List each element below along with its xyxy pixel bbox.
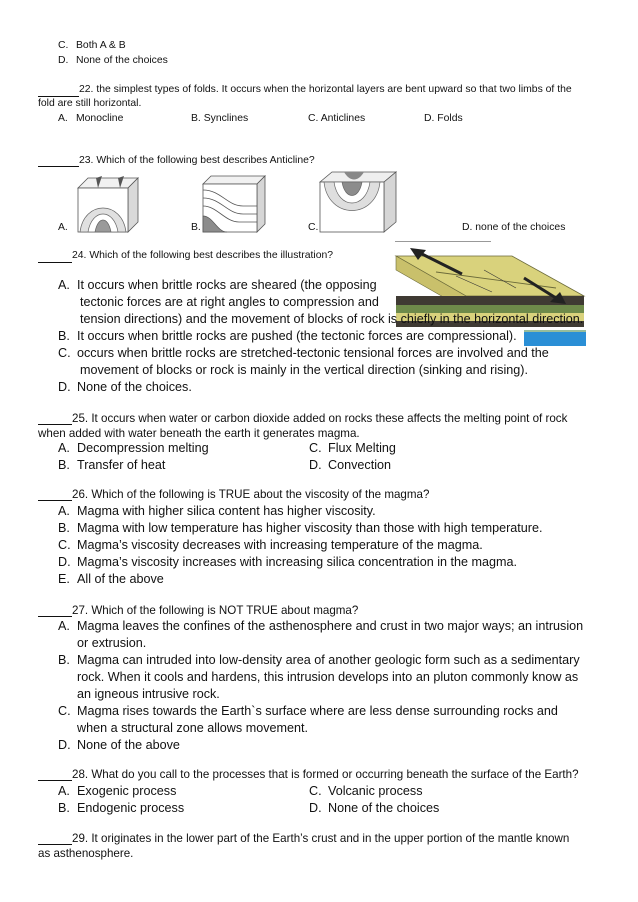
option-letter: A. (58, 113, 68, 124)
question-27-text: 27. Which of the following is NOT TRUE about magma? (72, 604, 359, 617)
option-d-text: Convection (328, 458, 392, 472)
option-b-text: B. Synclines (191, 113, 249, 124)
option-letter: D. (58, 55, 69, 66)
option-b-line2: rock. When it cools and hardens, this intrusion develops into an pluton commonly know as (77, 670, 579, 684)
option-d-text: None of the above (77, 738, 180, 752)
option-a-line1: Magma leaves the confines of the asthenosphere and crust in two major ways; an intrusion (77, 619, 584, 633)
option-c-letter: C. (58, 704, 71, 718)
answer-blank-28[interactable] (38, 780, 72, 781)
option-b-letter: B. (58, 458, 70, 472)
option-b-letter: B. (191, 222, 201, 233)
option-letter: A. (58, 504, 70, 518)
option-c-text: C. Anticlines (308, 113, 366, 124)
option-b-text: Transfer of heat (77, 458, 166, 472)
option-b-letter: B. (58, 329, 70, 343)
question-23-text: 23. Which of the following best describes Anticline? (79, 155, 315, 166)
option-c-letter: C. (309, 784, 322, 798)
option-text: Both A & B (76, 40, 126, 51)
option-e-text: All of the above (77, 572, 164, 586)
underline (395, 241, 491, 242)
question-25-text: 25. It occurs when water or carbon dioxide added on rocks these affects the melting point of rock (72, 412, 568, 425)
question-24-text: 24. Which of the following best describes the illustration? (72, 250, 334, 261)
option-a-line1: It occurs when brittle rocks are sheared (the opposing (77, 278, 377, 292)
option-b-line1: Magma can intruded into low-density area of another geologic form such as a sedimentary (77, 653, 580, 667)
answer-blank-23[interactable] (38, 166, 79, 167)
option-d-text: Magma’s viscosity increases with increasing silica concentration in the magma. (77, 555, 518, 569)
option-c-line1: Magma rises towards the Earth`s surface where are less dense surrounding rocks and (77, 704, 558, 718)
option-c-line2: when a structural zone allows movement. (77, 721, 308, 735)
option-c-letter: C. (58, 346, 71, 360)
answer-blank-22[interactable] (38, 96, 79, 97)
option-letter: E. (58, 572, 70, 586)
option-a-text: Exogenic process (77, 784, 177, 798)
option-c-letter: C. (308, 222, 319, 233)
syncline-block-figure (320, 172, 396, 234)
question-29-text: 29. It originates in the lower part of the Earth’s crust and in the upper portion of the mantle known (72, 832, 570, 845)
option-c-line1: occurs when brittle rocks are stretched-tectonic tensional forces are involved and the (77, 346, 549, 360)
option-letter: C. (58, 538, 71, 552)
answer-blank-25[interactable] (38, 424, 72, 425)
question-28-text: 28. What do you call to the processes that is formed or occurring beneath the surface of the Earth? (72, 768, 579, 781)
option-a-letter: A. (58, 619, 70, 633)
option-b-letter: B. (58, 801, 70, 815)
option-d-text: None of the choices (328, 801, 440, 815)
option-c-line2: movement of blocks or rock is mainly in the vertical direction (sinking and rising). (80, 363, 528, 377)
option-letter: C. (58, 40, 69, 51)
option-letter: B. (58, 521, 70, 535)
option-a-line2: or extrusion. (77, 636, 147, 650)
option-b-text: Magma with low temperature has higher viscosity than those with high temperature. (77, 521, 543, 535)
answer-blank-26[interactable] (38, 500, 72, 501)
question-25-text-cont: when added with water beneath the earth it generates magma. (38, 427, 360, 440)
option-d-text: D. none of the choices (462, 222, 566, 233)
option-a-letter: A. (58, 222, 68, 233)
option-b-letter: B. (58, 653, 70, 667)
option-a-letter: A. (58, 441, 70, 455)
option-a-text: Decompression melting (77, 441, 209, 455)
option-b-text: Endogenic process (77, 801, 185, 815)
anticline-block-figure (78, 178, 138, 234)
answer-blank-24[interactable] (38, 262, 72, 263)
option-a-line2: tectonic forces are at right angles to compression and (80, 295, 379, 309)
option-a-letter: A. (58, 278, 70, 292)
option-d-letter: D. (309, 801, 322, 815)
option-a-line3: tension directions) and the movement of blocks of rock is chiefly in the horizontal direction. (80, 312, 584, 326)
option-b-text: It occurs when brittle rocks are pushed (the tectonic forces are compressional). (77, 329, 517, 343)
option-b-line3: an igneous intrusive rock. (77, 687, 220, 701)
question-26-text: 26. Which of the following is TRUE about the viscosity of the magma? (72, 488, 430, 501)
option-text: None of the choices (76, 55, 168, 66)
option-a-text: Monocline (76, 113, 124, 124)
option-c-letter: C. (309, 441, 322, 455)
option-c-text: Volcanic process (328, 784, 423, 798)
question-29-text-cont: as asthenosphere. (38, 847, 134, 860)
option-letter: D. (58, 555, 71, 569)
answer-blank-29[interactable] (38, 844, 72, 845)
option-d-letter: D. (58, 738, 71, 752)
option-d-text: None of the choices. (77, 380, 192, 394)
question-22-text: 22. the simplest types of folds. It occurs when the horizontal layers are bent upward so that two limbs of the (79, 84, 572, 95)
answer-blank-27[interactable] (38, 616, 72, 617)
option-d-letter: D. (58, 380, 71, 394)
option-c-text: Magma’s viscosity decreases with increasing temperature of the magma. (77, 538, 483, 552)
question-22-text-cont: fold are still horizontal. (38, 98, 142, 109)
option-c-text: Flux Melting (328, 441, 396, 455)
option-d-letter: D. (309, 458, 322, 472)
monocline-block-figure (203, 176, 265, 234)
option-a-letter: A. (58, 784, 70, 798)
option-a-text: Magma with higher silica content has higher viscosity. (77, 504, 376, 518)
option-d-text: D. Folds (424, 113, 463, 124)
